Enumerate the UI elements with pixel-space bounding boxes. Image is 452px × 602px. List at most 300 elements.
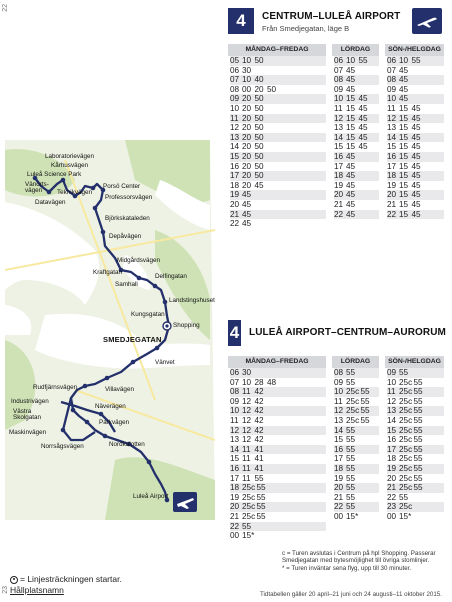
departure-minute: 45 <box>242 219 252 229</box>
departure-minute <box>267 464 280 474</box>
departure-minute <box>359 493 372 503</box>
departure-minute: 20 <box>242 103 252 113</box>
map-label-nordkalotten: Nordkalotten <box>109 441 145 448</box>
departure-hour: 07 <box>387 65 397 75</box>
timetable-row <box>334 445 379 455</box>
saturday-departures <box>332 368 379 541</box>
departure-hour: 06 <box>387 56 397 65</box>
departure-minute: 45 <box>411 161 421 171</box>
departure-minute: 45 <box>358 132 368 142</box>
departure-hour: 09 <box>334 84 344 94</box>
departure-minute: 55 <box>413 387 423 397</box>
departure-minute: 55 <box>413 454 423 464</box>
timetable-row <box>334 397 379 407</box>
departure-hour: 12 <box>387 396 397 406</box>
timetable-row <box>334 142 379 152</box>
departure-hour: 17 <box>334 161 344 171</box>
departure-minute <box>359 210 372 220</box>
timetable-row <box>334 104 379 114</box>
departure-minute: 55 <box>346 425 356 435</box>
departure-hour: 20 <box>387 473 397 483</box>
departure-hour: 17 <box>334 454 344 464</box>
departure-minute: 45 <box>254 180 264 190</box>
route-start-icon <box>10 576 18 584</box>
departure-minute <box>267 104 280 114</box>
departure-minute: 45 <box>358 142 368 152</box>
departure-minute: 15 <box>346 142 356 152</box>
departure-minute <box>267 368 280 378</box>
departure-minute: 45 <box>411 103 421 113</box>
departure-minute: 45 <box>346 209 356 219</box>
departure-hour: 22 <box>387 492 397 502</box>
departure-minute: 55 <box>360 415 370 425</box>
departure-hour: 16 <box>387 151 397 161</box>
departure-minute: 15 <box>399 151 409 161</box>
departure-hour: 19 <box>230 190 240 200</box>
timetable-row <box>387 483 444 493</box>
departure-minute: 55 <box>346 377 356 387</box>
departure-minute: 55 <box>242 521 252 531</box>
map-label-industrivagen: Industrivägen <box>11 398 49 405</box>
timetable-row <box>230 210 326 220</box>
departure-minute <box>412 368 425 378</box>
departure-minute: 25c <box>399 473 413 483</box>
departure-hour: 16 <box>230 161 240 171</box>
departure-minute: 45 <box>399 65 409 75</box>
timetable-row <box>334 133 379 143</box>
departure-hour: 13 <box>387 406 397 416</box>
departure-minute: 50 <box>254 94 264 104</box>
departure-minute: 25c <box>399 406 413 416</box>
map-label-navervagen: Näverägen <box>95 403 126 410</box>
departure-minute <box>359 426 372 436</box>
departure-minute: 15 <box>399 199 409 209</box>
departure-hour: 00 <box>387 511 397 521</box>
departure-minute: 11 <box>242 387 251 397</box>
departure-minute: 10 <box>346 56 356 65</box>
departure-hour: 19 <box>230 492 240 502</box>
departure-hour: 21 <box>230 209 240 219</box>
departure-minute <box>359 368 372 378</box>
timetable-row <box>387 464 444 474</box>
departure-minute: 55 <box>346 368 356 377</box>
departure-hour: 12 <box>230 123 240 133</box>
departure-hour: 15 <box>334 435 344 445</box>
departure-minute: 45 <box>411 199 421 209</box>
departure-hour: 06 <box>230 65 240 75</box>
timetable-row <box>387 75 444 85</box>
timetable-row <box>230 200 326 210</box>
column-header-sunday: SÖN-/HELGDAG <box>385 356 444 368</box>
departure-minute <box>267 474 280 484</box>
departure-minute: 50 <box>254 56 264 65</box>
map-label-laboratorievagen: Laboratorievägen <box>45 153 95 160</box>
departure-hour: 11 <box>230 415 239 425</box>
departure-minute: 15 <box>399 180 409 190</box>
map-label-depavagen: Depåvägen <box>109 233 142 240</box>
departure-minute: 45 <box>411 209 421 219</box>
timetable-row <box>230 464 326 474</box>
timetable-row <box>230 387 326 397</box>
departure-minute: 55 <box>346 444 356 454</box>
map-label-kraftgatan: Kraftgatan <box>93 269 123 276</box>
departure-minute <box>255 219 268 229</box>
departure-hour: 14 <box>230 444 240 454</box>
departure-minute: 30 <box>242 65 252 75</box>
map-label-bjorkskataleden: Björkskataleden <box>105 215 150 222</box>
departure-minute: 15 <box>399 113 409 123</box>
departure-minute: 55 <box>346 492 356 502</box>
timetable-row <box>387 210 444 220</box>
timetable-header <box>228 320 446 356</box>
departure-hour: 12 <box>387 113 397 123</box>
departure-minute: 42 <box>254 396 264 406</box>
departure-minute <box>359 454 372 464</box>
departure-minute: 20 <box>242 132 252 142</box>
departure-hour: 17 <box>387 444 397 454</box>
timetable-row <box>230 162 326 172</box>
departure-minute: 55 <box>413 473 423 483</box>
timetable-row <box>334 190 379 200</box>
departure-minute <box>412 85 425 95</box>
departure-minute: 42 <box>254 425 264 435</box>
departure-minute: 45 <box>411 132 421 142</box>
departure-minute: 55 <box>346 454 356 464</box>
departure-minute: 55 <box>411 56 421 65</box>
departure-minute: 45 <box>346 180 356 190</box>
departure-minute: 25c <box>399 425 413 435</box>
timetable-row <box>387 416 444 426</box>
timetable-row <box>230 531 326 541</box>
departure-minute: 45 <box>346 151 356 161</box>
departure-minute <box>255 200 268 210</box>
timetable-row <box>334 454 379 464</box>
departure-hour: 21 <box>334 492 344 502</box>
saturday-departures <box>332 56 379 229</box>
timetable-row <box>334 483 379 493</box>
departure-minute <box>255 210 268 220</box>
timetable-row <box>334 387 379 397</box>
departure-hour: 10 <box>387 94 397 104</box>
departure-minute: 50 <box>254 123 264 133</box>
timetable-row <box>387 133 444 143</box>
departure-minute: 45 <box>346 190 356 200</box>
departure-minute: 55 <box>360 387 370 397</box>
timetable-row <box>334 406 379 416</box>
departure-hour: 22 <box>334 502 344 512</box>
departure-minute: 42 <box>254 435 264 445</box>
departure-minute <box>359 502 372 512</box>
timetable-row <box>387 181 444 191</box>
departure-hour: 09 <box>387 84 397 94</box>
timetable-row <box>230 454 326 464</box>
departure-minute: 25c <box>399 435 413 445</box>
departure-minute: 55 <box>346 435 356 445</box>
departure-minute: 50 <box>254 142 264 152</box>
departure-minute: 55 <box>399 368 409 377</box>
departure-hour: 14 <box>230 142 240 152</box>
departure-hour: 11 <box>387 387 396 397</box>
departure-minute <box>359 474 372 484</box>
departure-minute: 45 <box>346 161 356 171</box>
departure-minute <box>267 66 280 76</box>
timetable-row <box>387 502 444 512</box>
departure-minute: 50 <box>254 151 264 161</box>
note-c: c = Turen avslutas i Centrum på hpl Shopping. Passerar Smedjegatan med bytesmöjlighet till övriga stomlinjer. <box>282 550 436 565</box>
departure-minute <box>267 445 280 455</box>
timetable-row <box>387 162 444 172</box>
departure-minute <box>412 75 425 85</box>
departure-hour: 12 <box>334 113 344 123</box>
departure-hour: 09 <box>334 377 344 387</box>
departure-minute: 10 <box>242 377 252 387</box>
departure-hour: 18 <box>387 454 397 464</box>
page-number-top: 22 <box>2 4 9 12</box>
legend-stop-name-text: Hållplatsnamn <box>10 585 64 595</box>
departure-hour: 21 <box>334 199 344 209</box>
timetable-row <box>230 142 326 152</box>
timetable-row <box>387 397 444 407</box>
departure-hour: 15 <box>387 425 397 435</box>
weekday-departures <box>228 56 326 229</box>
timetable-row <box>387 387 444 397</box>
departure-hour: 18 <box>387 171 397 181</box>
departure-minute: 20 <box>242 151 252 161</box>
timetable-row <box>334 171 379 181</box>
departure-minute: 45 <box>411 113 421 123</box>
timetable-row <box>387 123 444 133</box>
departure-hour: 10 <box>230 406 240 416</box>
departure-minute <box>267 406 280 416</box>
departure-hour: 14 <box>387 415 397 425</box>
departure-minute: 15 <box>399 190 409 200</box>
timetable-row <box>334 152 379 162</box>
departure-minute: 25c <box>399 377 413 387</box>
timetable-row <box>230 104 326 114</box>
map-label-smedjegatan: SMEDJEGATAN <box>103 335 162 344</box>
departure-minute: 25c <box>346 406 360 416</box>
map-label-shopping: Shopping <box>173 322 200 329</box>
departure-minute: 45 <box>411 123 421 133</box>
departure-hour: 06 <box>334 56 344 65</box>
departure-minute: 00 <box>242 84 252 94</box>
departure-hour: 15 <box>334 142 344 152</box>
departure-minute: 25c <box>399 502 413 512</box>
departure-minute: 50 <box>254 113 264 123</box>
departure-hour: 18 <box>230 483 240 493</box>
departure-minute: 40 <box>254 75 264 85</box>
departure-minute <box>267 387 280 397</box>
departure-hour: 20 <box>387 190 397 200</box>
departure-hour: 11 <box>230 113 239 123</box>
departure-hour: 08 <box>334 368 344 377</box>
departure-minute: 25c <box>242 492 256 502</box>
departure-minute: 45 <box>358 123 368 133</box>
timetable-row <box>334 435 379 445</box>
departure-hour: 22 <box>334 209 344 219</box>
departure-minute: 20 <box>242 180 252 190</box>
departure-hour: 12 <box>334 406 344 416</box>
departure-hour: 09 <box>387 368 397 377</box>
timetable-row <box>230 75 326 85</box>
departure-minute: 25c <box>399 483 413 493</box>
departure-minute <box>267 416 280 426</box>
departure-minute: 25c <box>346 396 360 406</box>
departure-hour: 17 <box>230 473 240 483</box>
map-label-parkvagen: Parkvägen <box>99 419 130 426</box>
departure-hour: 15 <box>230 151 240 161</box>
departure-minute: 15 <box>399 171 409 181</box>
departure-hour: 14 <box>387 132 397 142</box>
departure-minute: 42 <box>254 415 264 425</box>
departure-minute: 15* <box>242 531 255 541</box>
timetable-row <box>387 426 444 436</box>
timetable-row <box>334 464 379 474</box>
departure-minute: 55 <box>254 473 264 483</box>
map-label-rudfjarnsvagen: Rudfjärnsvägen <box>33 384 78 391</box>
timetable-row <box>334 368 379 378</box>
departure-hour: 00 <box>230 531 240 541</box>
timetable-row <box>230 368 326 378</box>
departure-minute: 25c <box>346 387 360 397</box>
departure-hour: 18 <box>230 180 240 190</box>
departure-minute: 25c <box>399 396 413 406</box>
departure-hour: 12 <box>230 425 240 435</box>
departure-minute: 15 <box>399 103 409 113</box>
validity-note: Tidtabellen gäller 20 april–21 juni och 24 augusti–11 oktober 2015. <box>260 591 442 598</box>
departure-minute: 12 <box>242 425 252 435</box>
column-header-weekday: MÅNDAG–FREDAG <box>228 356 326 368</box>
timetable-row <box>334 426 379 436</box>
airport-plane-icon <box>412 8 442 34</box>
departure-hour: 00 <box>334 511 344 521</box>
timetable-row <box>387 406 444 416</box>
departure-minute: 11 <box>242 444 251 454</box>
timetable-subtitle: Från Smedjegatan, läge B <box>262 24 350 33</box>
departure-minute: 15 <box>399 132 409 142</box>
departure-minute: 41 <box>254 454 264 464</box>
departure-minute: 55 <box>413 406 423 416</box>
departure-minute <box>412 66 425 76</box>
departure-hour: 13 <box>387 123 397 133</box>
departure-minute <box>267 397 280 407</box>
departure-minute: 10 <box>399 56 409 65</box>
legend-start-text: = Linjesträckningen startar. <box>20 574 122 584</box>
departure-minute: 45 <box>411 151 421 161</box>
departure-minute: 15 <box>399 161 409 171</box>
timetable-row <box>334 210 379 220</box>
timetable-row <box>387 474 444 484</box>
map-label-vanvet: Vänvet <box>155 359 175 366</box>
timetable-row <box>387 171 444 181</box>
map-label-vastra-skolgatan: Västra Skolgatan <box>13 408 42 422</box>
departure-minute: 15 <box>346 132 356 142</box>
column-header-saturday: LÖRDAG <box>332 44 379 56</box>
departure-minute <box>267 123 280 133</box>
departure-hour: 11 <box>334 396 343 406</box>
timetable-row <box>387 85 444 95</box>
timetable-row <box>387 152 444 162</box>
departure-minute <box>412 94 425 104</box>
timetable-row <box>387 445 444 455</box>
timetable-row <box>334 200 379 210</box>
departure-hour: 06 <box>230 368 240 377</box>
departure-minute: 42 <box>254 406 264 416</box>
departure-minute <box>267 435 280 445</box>
departure-minute <box>267 190 280 200</box>
timetable-row <box>230 190 326 200</box>
departure-minute: 55 <box>358 56 368 65</box>
departure-minute <box>359 171 372 181</box>
timetable-row <box>230 152 326 162</box>
timetable-row <box>230 483 326 493</box>
timetable-row <box>387 435 444 445</box>
map-label-science-park: Luleå Science Park <box>27 171 82 178</box>
departure-minute: 15 <box>399 142 409 152</box>
departure-minute <box>359 152 372 162</box>
timetable-row <box>334 474 379 484</box>
timetable-row <box>387 142 444 152</box>
departure-minute: 45 <box>242 199 252 209</box>
departure-minute <box>359 378 372 388</box>
timetable-row <box>230 85 326 95</box>
departure-hour: 10 <box>334 387 344 397</box>
departure-minute <box>269 493 282 503</box>
departure-minute: 55 <box>256 492 266 502</box>
departure-minute <box>267 75 280 85</box>
timetable-row <box>387 56 444 66</box>
departure-minute: 11 <box>242 454 251 464</box>
departure-minute: 25c <box>399 415 413 425</box>
departure-minute: 50 <box>254 132 264 142</box>
timetable-row <box>387 190 444 200</box>
timetable-header <box>228 8 446 44</box>
route-map <box>5 140 215 520</box>
departure-minute: 55 <box>413 377 423 387</box>
timetable-row <box>387 378 444 388</box>
map-label-kungsgatan: Kungsgatan <box>131 311 165 318</box>
departure-minute: 45 <box>242 190 252 200</box>
departure-minute: 25c <box>399 463 413 473</box>
departure-minute: 55 <box>256 511 266 521</box>
departure-minute: 12 <box>242 415 252 425</box>
timetable-row <box>334 502 379 512</box>
departure-hour: 19 <box>334 180 344 190</box>
departure-hour: 14 <box>334 425 344 435</box>
departure-minute: 15 <box>346 94 356 104</box>
departure-hour: 09 <box>230 396 240 406</box>
timetable-row <box>230 56 326 66</box>
timetable-row <box>334 66 379 76</box>
page-number-bottom: 23 <box>2 586 9 594</box>
departure-minute <box>412 493 425 503</box>
departure-hour: 21 <box>230 511 240 521</box>
departure-minute <box>267 152 280 162</box>
departure-minute <box>267 142 280 152</box>
departure-hour: 19 <box>387 463 397 473</box>
timetable-row <box>334 162 379 172</box>
departure-hour: 11 <box>387 103 396 113</box>
departure-hour: 16 <box>334 444 344 454</box>
departure-minute: 25c <box>399 454 413 464</box>
timetable-row <box>230 502 326 512</box>
departure-minute: 10 <box>242 75 252 85</box>
map-label-midgardsvagen: Midgårdsvägen <box>117 257 161 264</box>
timetable-title: LULEÅ AIRPORT–CENTRUM–AURORUM <box>249 327 446 338</box>
departure-minute <box>255 66 268 76</box>
departure-minute: 11 <box>242 473 251 483</box>
sunday-departures <box>385 368 444 541</box>
